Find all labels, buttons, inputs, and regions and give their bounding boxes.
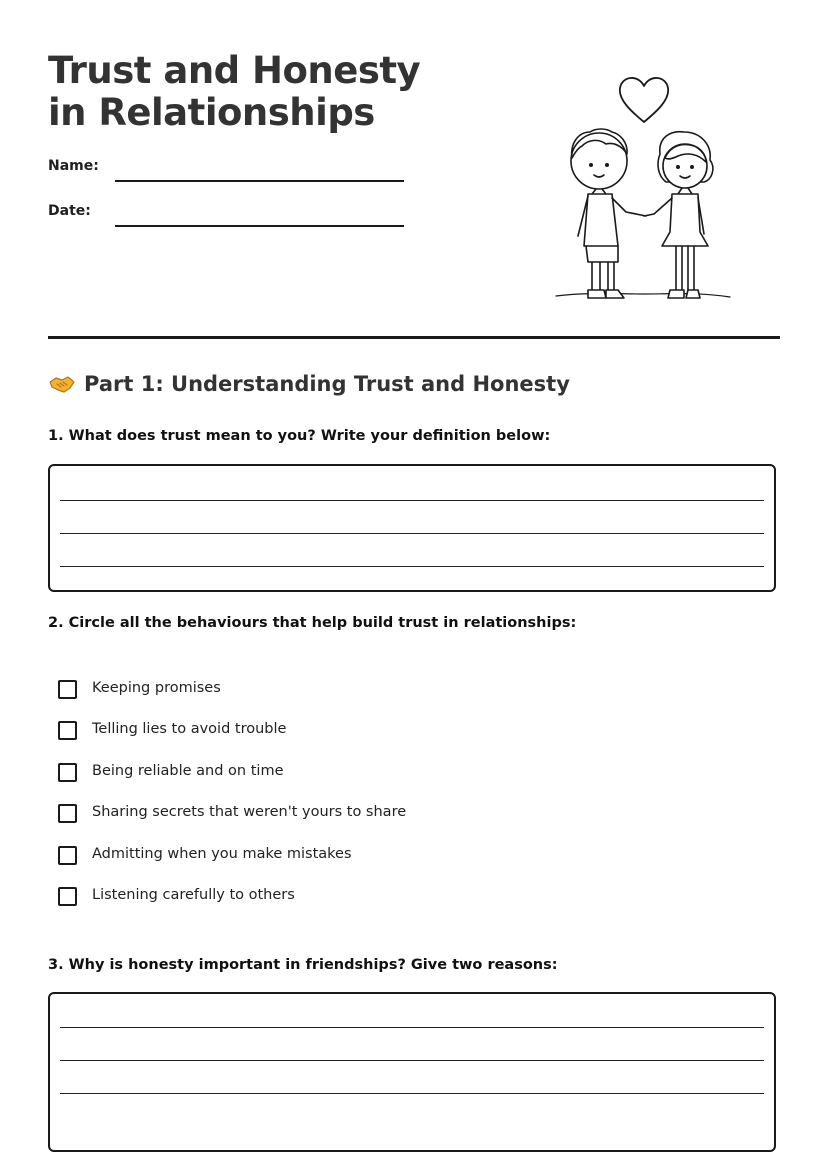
option-checkbox[interactable] [58, 846, 77, 865]
option-item[interactable] [58, 677, 658, 718]
answer-box-q3[interactable] [48, 992, 776, 1152]
writing-line [60, 1093, 764, 1094]
date-label: Date: [48, 203, 91, 219]
question-2: 2. Circle all the behaviours that help build trust in relationships: [48, 615, 577, 631]
heart-icon [620, 78, 668, 122]
writing-line [60, 533, 764, 534]
page-title: Trust and Honesty in Relationships [48, 49, 421, 134]
name-line[interactable] [115, 180, 404, 182]
writing-line [60, 1060, 764, 1061]
option-label: Admitting when you make mistakes [92, 845, 352, 862]
option-item[interactable] [58, 801, 658, 842]
date-field[interactable] [48, 203, 408, 233]
option-label: Being reliable and on time [92, 762, 284, 779]
date-line[interactable] [115, 225, 404, 227]
option-label: Sharing secrets that weren't yours to share [92, 804, 407, 821]
option-item[interactable] [58, 843, 658, 884]
writing-line [60, 500, 764, 501]
option-item[interactable] [58, 718, 658, 759]
children-holding-hands-illustration [548, 68, 738, 304]
section-divider [48, 336, 780, 339]
part-1-heading [48, 372, 570, 396]
option-checkbox[interactable] [58, 763, 77, 782]
option-label: Keeping promises [92, 680, 221, 696]
behaviour-options-list [58, 677, 658, 925]
option-item[interactable] [58, 760, 658, 801]
writing-line [60, 566, 764, 567]
handshake-icon [48, 372, 76, 396]
question-1: 1. What does trust mean to you? Write your definition below: [48, 428, 551, 444]
option-checkbox[interactable] [58, 887, 77, 906]
girl-figure [644, 132, 713, 298]
boy-figure [571, 129, 646, 298]
name-field[interactable] [48, 158, 408, 188]
option-checkbox[interactable] [58, 680, 77, 699]
option-label: Listening carefully to others [92, 886, 295, 903]
question-3: 3. Why is honesty important in friendships? Give two reasons: [48, 957, 558, 973]
option-checkbox[interactable] [58, 804, 77, 823]
option-item[interactable] [58, 884, 658, 925]
writing-line [60, 1027, 764, 1028]
name-label: Name: [48, 158, 99, 174]
option-checkbox[interactable] [58, 721, 77, 740]
option-label: Telling lies to avoid trouble [92, 721, 287, 738]
part-1-title: Part 1: Understanding Trust and Honesty [84, 372, 570, 396]
answer-box-q1[interactable] [48, 464, 776, 592]
